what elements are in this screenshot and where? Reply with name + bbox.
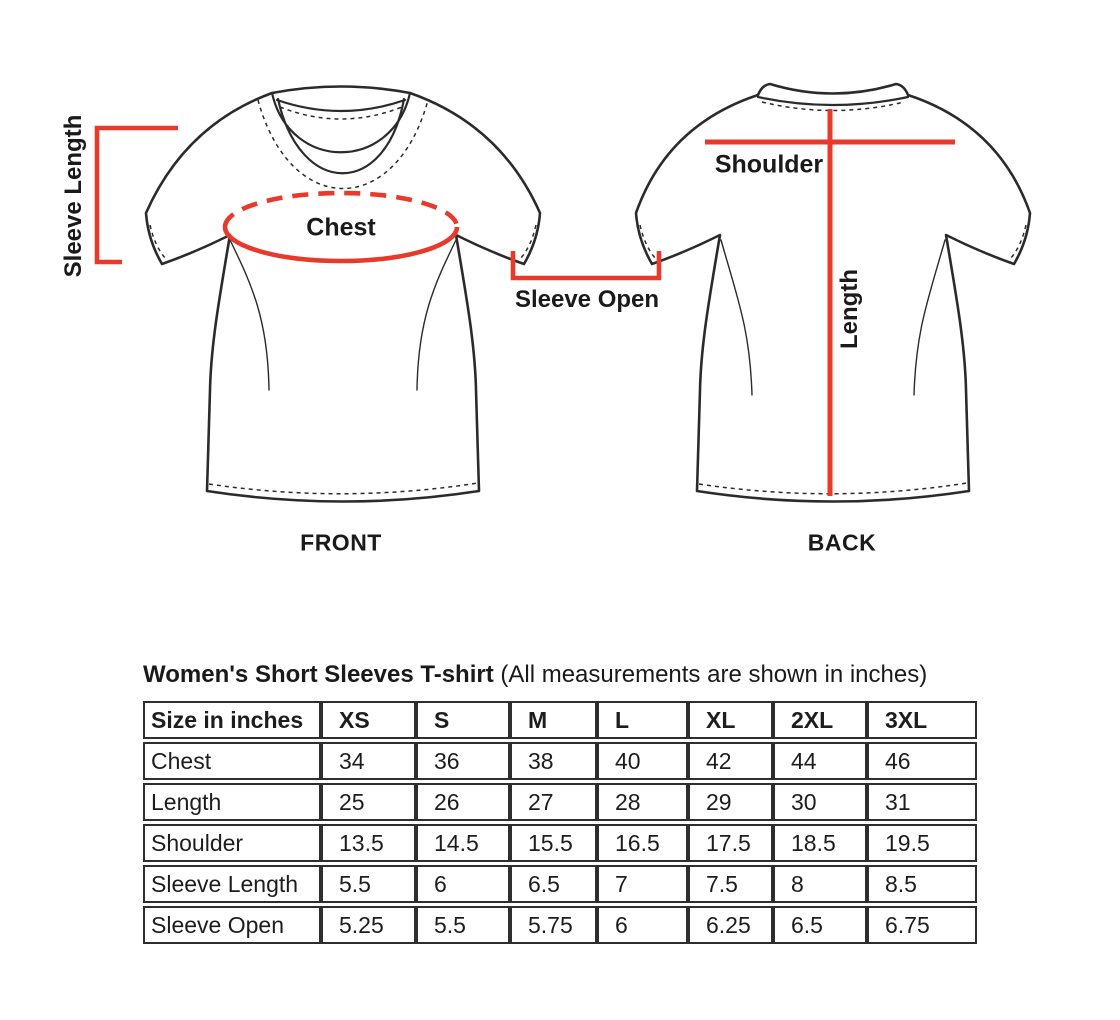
cell-value: 25	[321, 783, 416, 821]
table-row	[143, 865, 977, 903]
size-table-header-row	[143, 701, 977, 739]
cell-value: 18.5	[773, 824, 867, 862]
size-chart-section	[143, 660, 983, 947]
cell-value: 5.75	[510, 906, 597, 944]
cell-value: 5.25	[321, 906, 416, 944]
header-xl: XL	[688, 701, 773, 739]
cell-value: 19.5	[867, 824, 977, 862]
row-label-shoulder: Shoulder	[143, 824, 321, 862]
chest-label: Chest	[306, 213, 376, 242]
cell-value: 36	[416, 742, 510, 780]
row-label-chest: Chest	[143, 742, 321, 780]
row-label-sleeve-open: Sleeve Open	[143, 906, 321, 944]
table-row	[143, 742, 977, 780]
front-caption: FRONT	[300, 529, 382, 556]
cell-value: 14.5	[416, 824, 510, 862]
size-chart-table	[143, 698, 977, 947]
sleeve-open-bracket	[513, 251, 659, 278]
cell-value: 46	[867, 742, 977, 780]
header-xs: XS	[321, 701, 416, 739]
cell-value: 38	[510, 742, 597, 780]
header-size-in-inches: Size in inches	[143, 701, 321, 739]
back-caption: BACK	[807, 529, 877, 556]
shoulder-label: Shoulder	[714, 150, 824, 179]
cell-value: 7	[597, 865, 688, 903]
front-shirt-outline	[146, 87, 540, 502]
header-3xl: 3XL	[867, 701, 977, 739]
cell-value: 7.5	[688, 865, 773, 903]
cell-value: 16.5	[597, 824, 688, 862]
size-chart-title-note: (All measurements are shown in inches)	[493, 661, 928, 688]
cell-value: 30	[773, 783, 867, 821]
cell-value: 34	[321, 742, 416, 780]
cell-value: 5.5	[416, 906, 510, 944]
cell-value: 6	[597, 906, 688, 944]
cell-value: 15.5	[510, 824, 597, 862]
cell-value: 6	[416, 865, 510, 903]
cell-value: 27	[510, 783, 597, 821]
cell-value: 6.5	[510, 865, 597, 903]
cell-value: 5.5	[321, 865, 416, 903]
cell-value: 29	[688, 783, 773, 821]
cell-value: 26	[416, 783, 510, 821]
row-label-length: Length	[143, 783, 321, 821]
back-shirt-outline	[636, 84, 1030, 502]
header-s: S	[416, 701, 510, 739]
cell-value: 6.5	[773, 906, 867, 944]
cell-value: 42	[688, 742, 773, 780]
cell-value: 17.5	[688, 824, 773, 862]
cell-value: 31	[867, 783, 977, 821]
cell-value: 6.75	[867, 906, 977, 944]
table-row	[143, 783, 977, 821]
table-row	[143, 906, 977, 944]
table-row	[143, 824, 977, 862]
header-l: L	[597, 701, 688, 739]
cell-value: 44	[773, 742, 867, 780]
cell-value: 6.25	[688, 906, 773, 944]
cell-value: 8	[773, 865, 867, 903]
header-2xl: 2XL	[773, 701, 867, 739]
cell-value: 13.5	[321, 824, 416, 862]
cell-value: 8.5	[867, 865, 977, 903]
length-label: Length	[836, 269, 863, 349]
cell-value: 28	[597, 783, 688, 821]
size-chart-title-product: Women's Short Sleeves T-shirt	[143, 661, 494, 688]
header-m: M	[510, 701, 597, 739]
sleeve-length-label: Sleeve Length	[60, 114, 87, 278]
size-chart-title	[143, 660, 983, 690]
sleeve-open-label: Sleeve Open	[514, 286, 660, 313]
row-label-sleeve-length: Sleeve Length	[143, 865, 321, 903]
cell-value: 40	[597, 742, 688, 780]
